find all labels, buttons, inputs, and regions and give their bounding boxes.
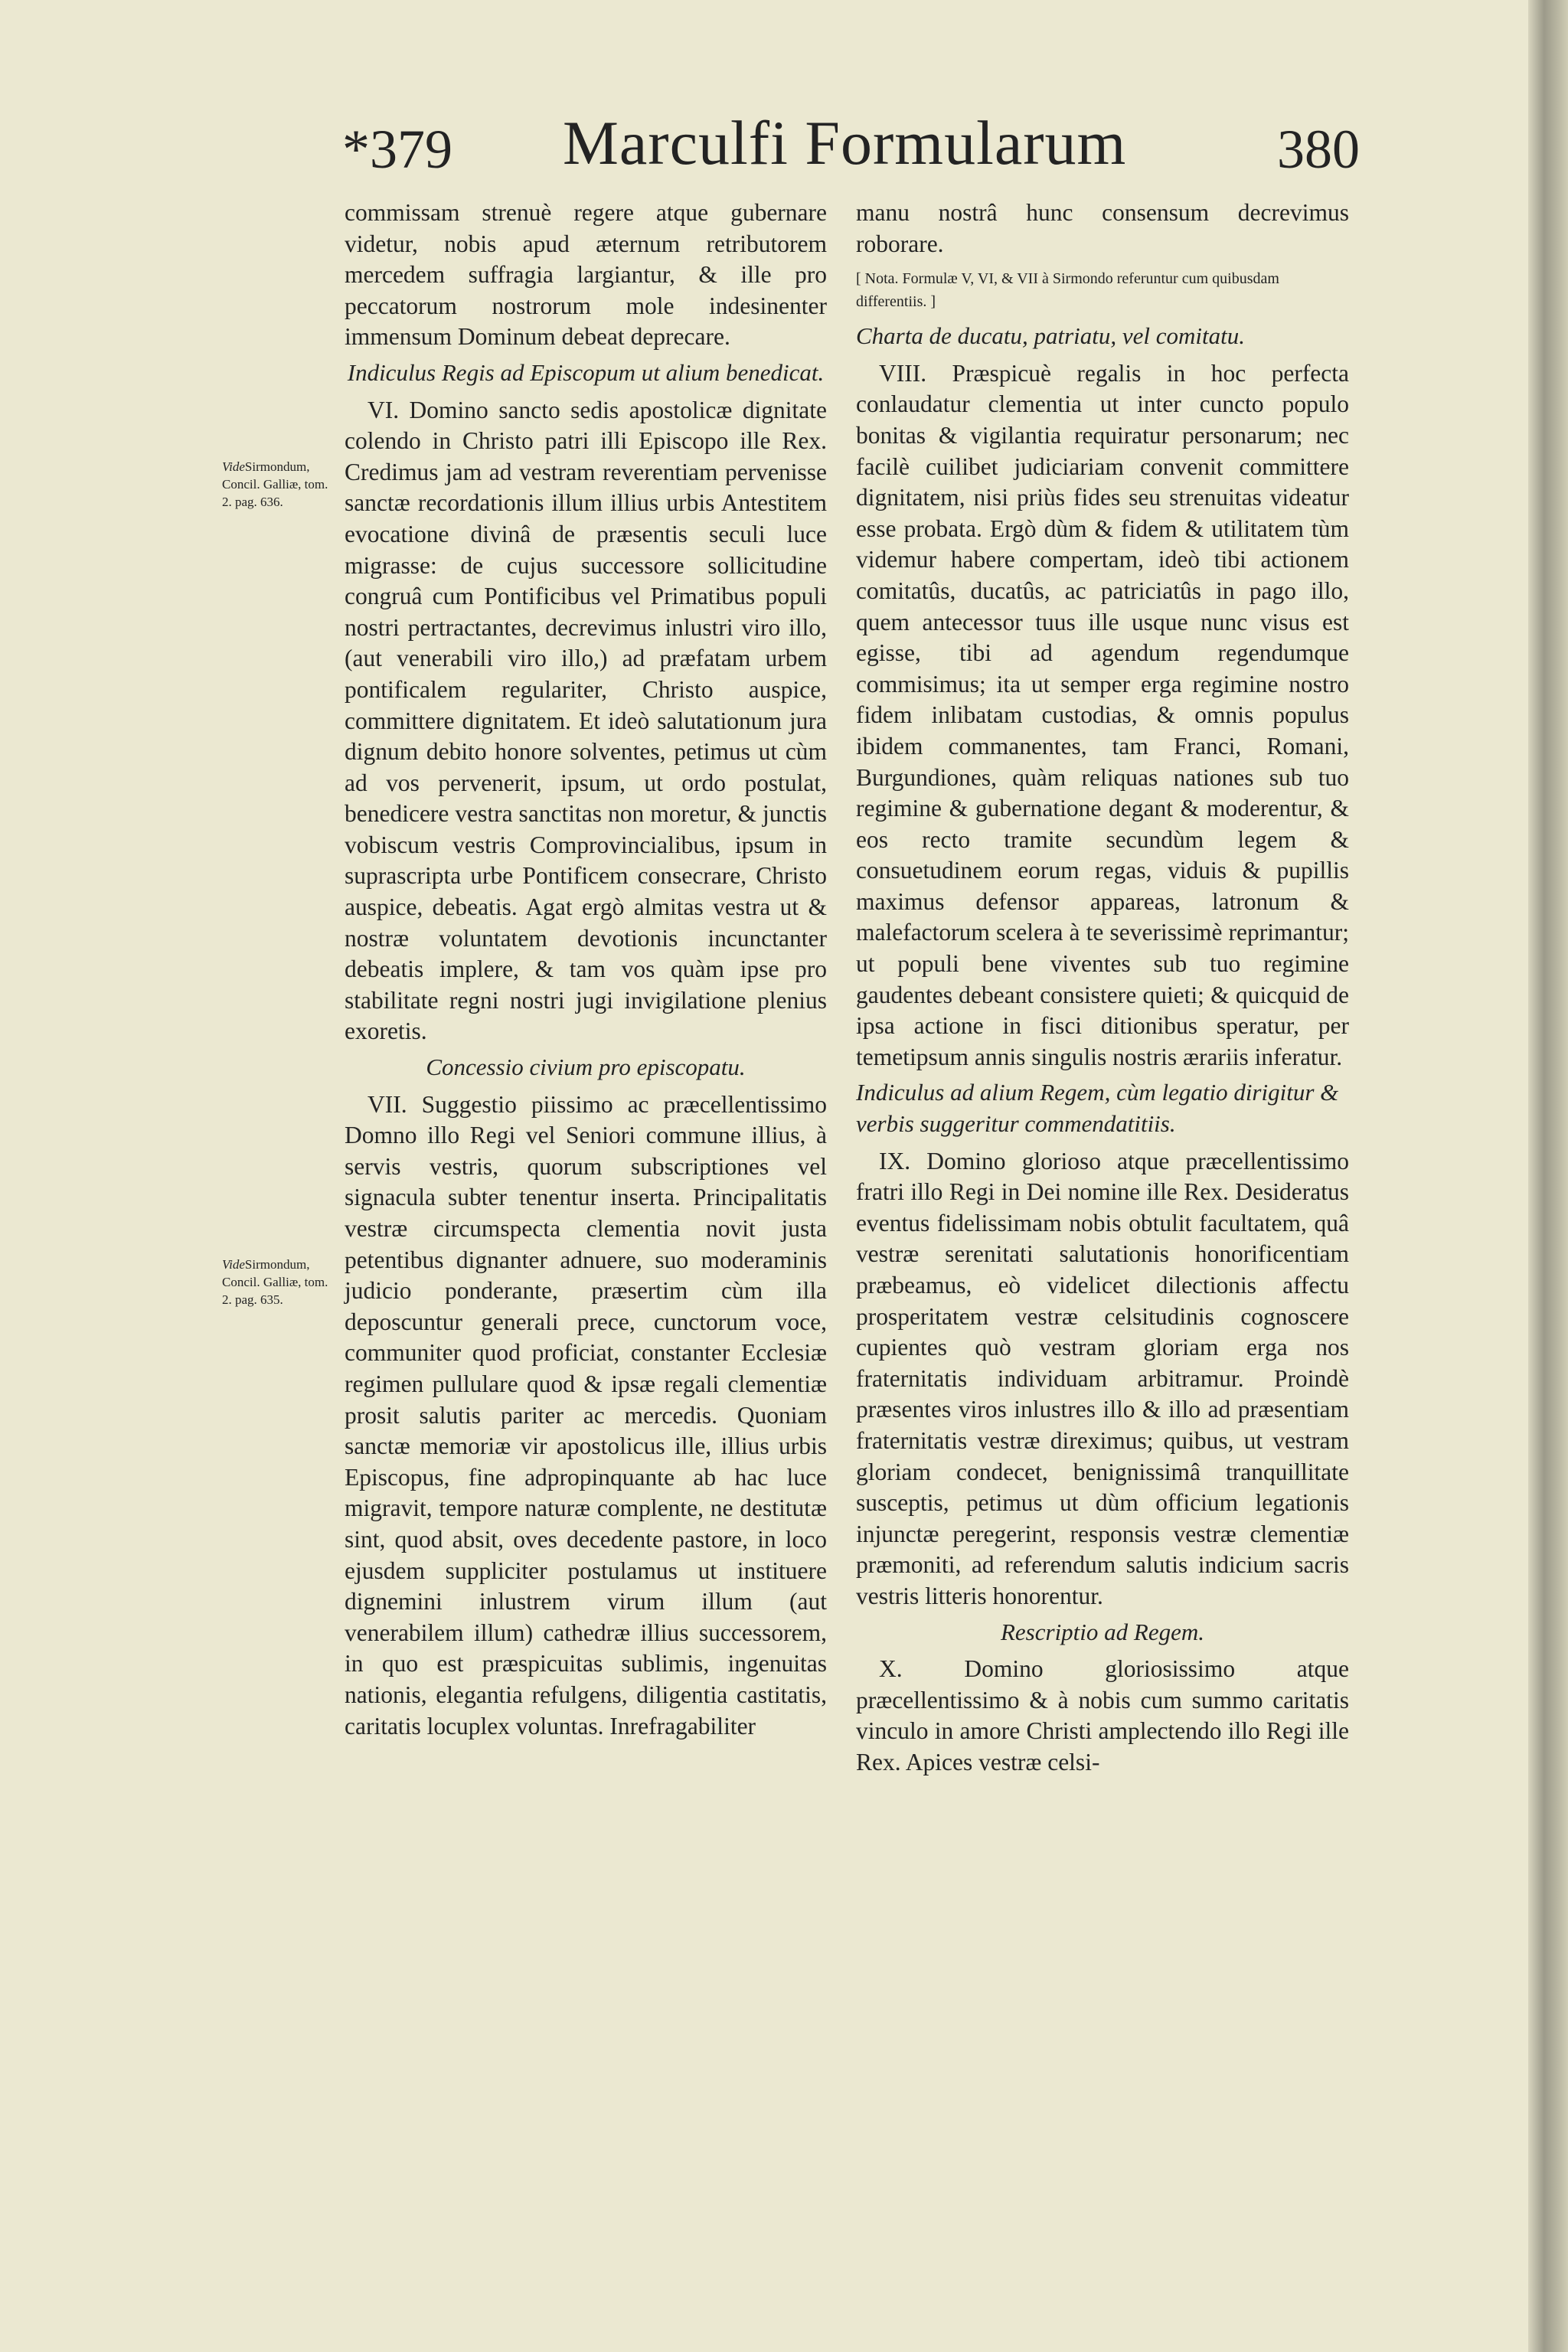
margin-note-2: VideSirmondum, Concil. Galliæ, tom. 2. pag. 635.	[222, 1257, 328, 1307]
heading-formula-9: Indiculus ad alium Regem, cùm legatio dirigitur & verbis suggeritur commendatitiis.	[856, 1079, 1339, 1138]
page-number-left: *379	[342, 119, 452, 180]
formula-6-text: VI. Domino sancto sedis apostolicæ dignitate colendo in Christo patri illi Episcopo ille Rex. Credimus jam ad vestram reverentiam pervenisse sanctæ recordationis illum illius urbis Antestitem evocatione divinâ de præsentis seculi luce migrasse: de cujus successore sollicitudine congruâ cum Pontificibus vel Primatibus populi nostri pertractantes, decrevimus inlustri viro illo,(aut venerabili viro illo,) ad præfatam urbem pontificalem regulariter, Christo auspice, committere dignitatem. Et ideò salutationum jura dignum debito honore solventes, petimus ut cùm ad vos pervenerit, ipsum, ut ordo postulat, benedicere vestra sanctitas non moretur, & junctis vobiscum vestris Comprovincialibus, ipsum in suprascripta urbe Pontificem consecrare, Christo auspice, debeatis. Agat ergò almitas vestra ut & nostræ voluntatem devotionis incunctanter debeatis implere, & tam vos quàm ipse pro stabilitate regni nostri jugi invigilatione plenius exoretis.	[345, 396, 827, 1045]
right-column	[856, 198, 1349, 1779]
continued-paragraph: commissam strenuè regere atque gubernare videtur, nobis apud æternum retributorem mercedem suffragia largiantur, & ille pro peccatorum nostrorum mole indesinenter immensum Dominum debeat deprecare.	[345, 199, 827, 351]
formula-10-text: X. Domino gloriosissimo atque præcellentissimo & à nobis cum summo caritatis vinculo in amore Christi amplectendo illo Regi ille Rex. Apices vestræ celsi-	[856, 1655, 1349, 1775]
heading-formula-8: Charta de ducatu, patriatu, vel comitatu.	[856, 322, 1246, 350]
heading-formula-7: Concessio civium pro episcopatu.	[426, 1054, 746, 1081]
continued-paragraph-right: manu nostrâ hunc consensum decrevimus roborare.	[856, 199, 1349, 257]
margin-note-1: VideSirmondum, Concil. Galliæ, tom. 2. pag. 636.	[222, 459, 328, 509]
left-column	[345, 198, 827, 1742]
heading-formula-6: Indiculus Regis ad Episcopum ut alium benedicat.	[347, 358, 825, 386]
running-title: Marculfi Formularum	[563, 108, 1127, 178]
editorial-note: [ Nota. Formulæ V, VI, & VII à Sirmondo referuntur cum quibusdam differentiis. ]	[856, 270, 1279, 311]
heading-formula-10: Rescriptio ad Regem.	[1000, 1618, 1204, 1645]
page-edge-shadow	[1528, 0, 1568, 2352]
page-number-right: 380	[1277, 119, 1360, 180]
formula-9-text: IX. Domino glorioso atque præcellentissimo fratri illo Regi in Dei nomine ille Rex. Desideratus eventus fidelissimam nobis obtulit facultatem, quâ vestræ serenitati salutationis honorificentiam præbeamus, eò videlicet dilectionis affectu prosperitatem vestræ celsitudinis cognoscere cupientes quò vestram gloriam erga nos fraternitatis individuam arbitramur. Proindè præsentes viros inlustres illo & illo ad præsentiam fraternitatis vestræ direximus; quibus, ut vestram gloriam condecet, benignissimâ tranquillitate susceptis, petimus ut dùm officium legationis injunctæ peregerint, responsis vestræ clementiæ præmoniti, ad referendum salutis indicium sacris vestris litteris honorentur.	[856, 1147, 1349, 1609]
running-header	[0, 107, 1544, 191]
formula-7-text: VII. Suggestio piissimo ac præcellentissimo Domno illo Regi vel Seniori commune illius, à servis vestris, quorum subscriptiones vel signacula subter tenentur inserta. Principalitatis vestræ circumspecta clementia novit justa petentibus dignanter adnuere, suo moderaminis judicio ponderante, præsertim cùm illa deposcuntur generali prece, cunctorum voce, communiter quod proficiat, constanter Ecclesiæ regimen pullulare quod & ipsæ regali clementiæ prosit salutis pariter ac mercedis. Quoniam sanctæ memoriæ vir apostolicus ille, illius urbis Episcopus, fine adpropinquante ab hac luce migravit, tempore naturæ complente, ne destitutæ sint, quod absit, oves decedente pastore, in loco ejusdem suppliciter postulamus ut instituere dignemini inlustrem virum illum (aut venerabilem illum) cathedræ illius successorem, in quo est præspicuitas sublimis, ingenuitas nationis, elegantia refulgens, diligentia castitatis, caritatis locuplex voluntas. Inrefragabiliter	[345, 1090, 827, 1740]
formula-8-text: VIII. Præspicuè regalis in hoc perfecta conlaudatur clementia ut inter cuncto populo bonitas & vigilantia requiratur personarum; nec facilè cuilibet judiciariam convenit committere dignitatem, nisi priùs fides seu strenuitas videatur esse probata. Ergò dùm & fidem & utilitatem tùm videmur habere compertam, ideò tibi actionem comitatûs, ducatûs, ac patriciatûs in pago illo, quem antecessor tuus ille usque nunc visus est egisse, tibi ad agendum regendumque commisimus; ita ut semper erga regimine nostro fidem inlibatam custodias, & omnis populus ibidem commanentes, tam Franci, Romani, Burgundiones, quàm reliquas nationes sub tuo regimine & gubernatione degant & moderentur, & eos recto tramite secundùm legem & consuetudinem eorum regas, viduis & pupillis maximus defensor appareas, latronum & malefactorum scelera à te severissimè reprimantur; ut populi bene viventes sub tuo regimine gaudentes debeant consistere quieti; & quicquid de ipsa actione in fisci ditionibus speratur, per temetipsum annis singulis nostris ærariis inferatur.	[856, 359, 1349, 1070]
